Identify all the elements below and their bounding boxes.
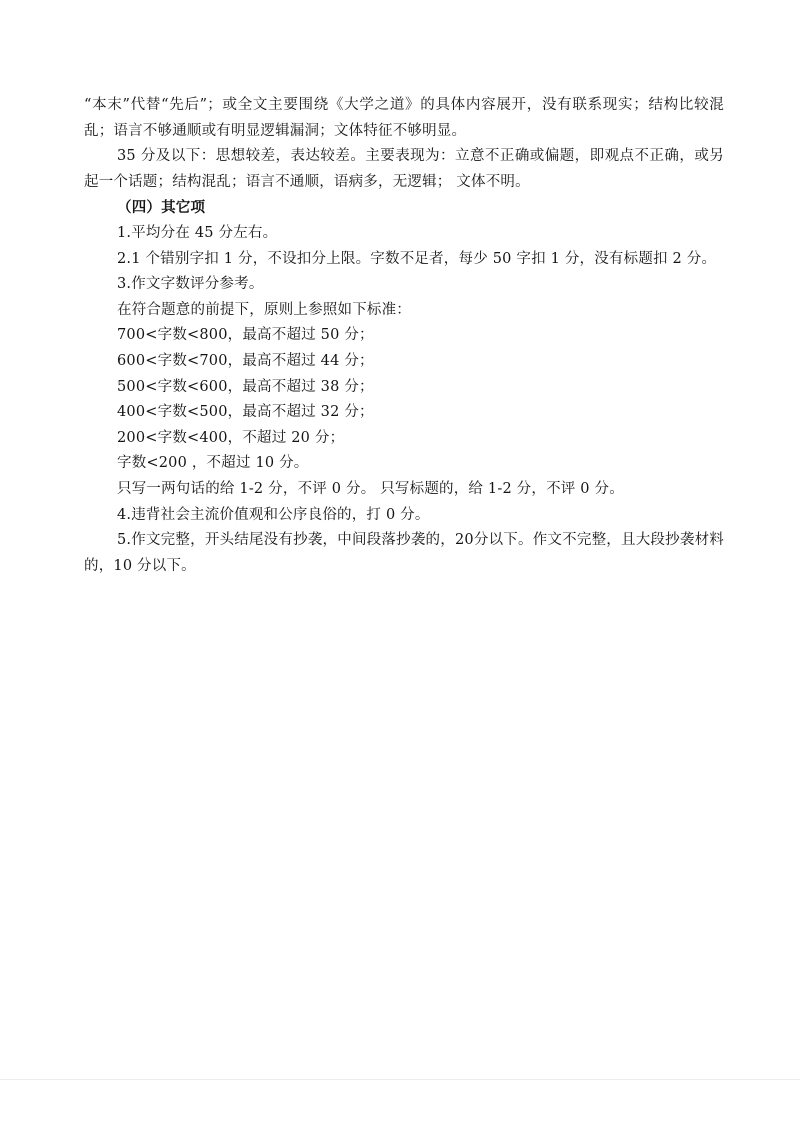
paragraph-criteria-continued: “本末”代替“先后”；或全文主要围绕《大学之道》的具体内容展开，没有联系现实；结构比较混乱；语言不够通顺或有明显逻辑漏洞；文体特征不够明显。 (84, 97, 724, 139)
word-count-rule-below-200: 字数<200 ，不超过 10 分。 (117, 455, 309, 472)
paragraph-35-and-below: 35 分及以下：思想较差，表达较差。主要表现为：立意不正确或偏题，即观点不正确，或另起一个话题；结构混乱；语言不通顺，语病多，无逻辑； 文体不明。 (84, 148, 724, 190)
document-body (84, 93, 724, 579)
item-word-count-reference: 3.作文字数评分参考。 (117, 276, 264, 293)
item-values-violation: 4.违背社会主流价值观和公序良俗的，打 0 分。 (117, 506, 430, 523)
word-count-rule-200-400: 200<字数<400，不超过 20 分； (117, 429, 345, 446)
word-count-rule-400-500: 400<字数<500，最高不超过 32 分； (117, 404, 374, 421)
page-bottom-divider (0, 1079, 800, 1080)
item-typo-deduction: 2.1 个错别字扣 1 分，不设扣分上限。字数不足者，每少 50 字扣 1 分，没有标题扣 2 分。 (117, 250, 717, 267)
word-count-rule-500-600: 500<字数<600，最高不超过 38 分； (117, 378, 374, 395)
section-heading-other-items: （四）其它项 (117, 199, 206, 217)
item-plagiarism: 5.作文完整，开头结尾没有抄袭，中间段落抄袭的，20分以下。作文不完整，且大段抄袭材料的，10 分以下。 (84, 532, 724, 574)
word-count-rule-700-800: 700<字数<800，最高不超过 50 分； (117, 327, 374, 344)
word-count-rule-600-700: 600<字数<700，最高不超过 44 分； (117, 352, 374, 369)
item-average-score: 1.平均分在 45 分左右。 (117, 224, 278, 241)
word-count-rule-intro: 在符合题意的前提下，原则上参照如下标准： (117, 301, 411, 318)
rule-one-sentence-or-title-only: 只写一两句话的给 1-2 分，不评 0 分。 只写标题的，给 1-2 分，不评 0 分。 (117, 480, 624, 497)
